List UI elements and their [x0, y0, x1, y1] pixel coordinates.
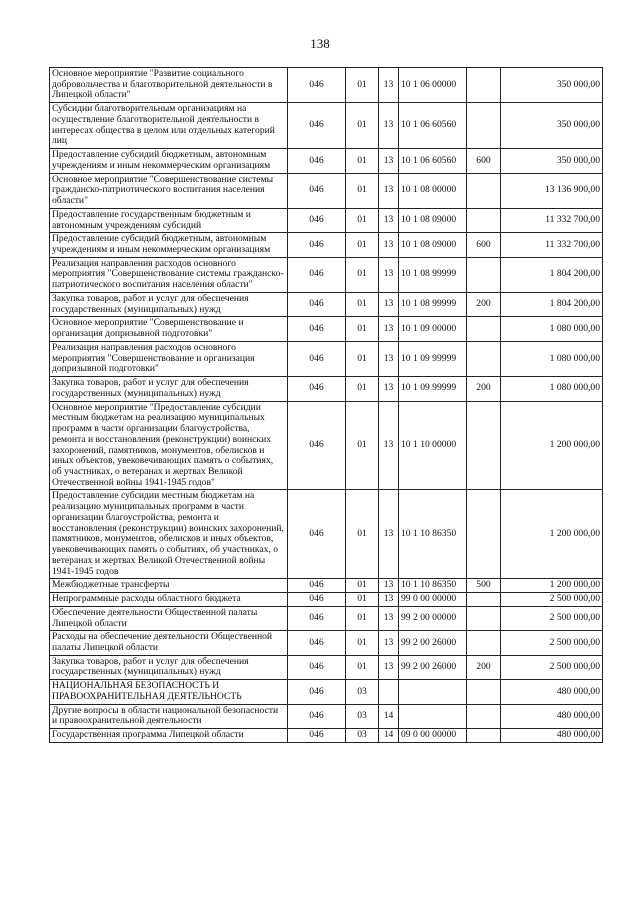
expense-type-cell: [467, 593, 501, 607]
amount-cell: 480 000,00: [501, 680, 603, 704]
target-article-cell: 10 1 09 99999: [399, 341, 467, 376]
row-name-cell: Расходы на обеспечение деятельности Общественной палаты Липецкой области: [50, 631, 288, 655]
ministry-code-cell: 046: [288, 631, 346, 655]
ministry-code-cell: 046: [288, 401, 346, 490]
amount-cell: 1 200 000,00: [501, 401, 603, 490]
row-name-cell: Другие вопросы в области национальной безопасности и правоохранительной деятельности: [50, 704, 288, 728]
subsection-code-cell: 13: [379, 292, 399, 316]
target-article-cell: 10 1 06 60560: [399, 149, 467, 173]
target-article-cell: 09 0 00 00000: [399, 729, 467, 743]
subsection-code-cell: 14: [379, 729, 399, 743]
table-row: [50, 208, 603, 232]
amount-cell: 350 000,00: [501, 68, 603, 103]
amount-cell: 1 080 000,00: [501, 341, 603, 376]
row-name-cell: Основное мероприятие "Совершенствование и организация допризывной подготовки": [50, 317, 288, 341]
target-article-cell: 10 1 06 60560: [399, 103, 467, 149]
row-name-cell: Обеспечение деятельности Общественной палаты Липецкой области: [50, 606, 288, 630]
row-name-cell: Предоставление государственным бюджетным и автономным учреждениям субсидий: [50, 208, 288, 232]
ministry-code-cell: 046: [288, 490, 346, 579]
target-article-cell: 10 1 10 86350: [399, 579, 467, 593]
section-code-cell: 01: [346, 208, 379, 232]
subsection-code-cell: 13: [379, 257, 399, 292]
amount-cell: 480 000,00: [501, 704, 603, 728]
subsection-code-cell: 13: [379, 173, 399, 208]
expense-type-cell: [467, 490, 501, 579]
table-row: [50, 233, 603, 257]
amount-cell: 11 332 700,00: [501, 233, 603, 257]
target-article-cell: 10 1 06 00000: [399, 68, 467, 103]
row-name-cell: Основное мероприятие "Предоставление субсидии местным бюджетам на реализацию муниципальных программ в части организации благоустройства, ремонта и восстановления (реконструкции) воинских захоронений, памятников, монументов, обелисков и иных объектов, увековечивающих память о событиях, об участниках, о ветеранах и жертвах Великой Отечественной войны 1941-1945 годов": [50, 401, 288, 490]
section-code-cell: 01: [346, 173, 379, 208]
table-row: [50, 317, 603, 341]
subsection-code-cell: [379, 680, 399, 704]
subsection-code-cell: 13: [379, 208, 399, 232]
amount-cell: 13 136 900,00: [501, 173, 603, 208]
amount-cell: 2 500 000,00: [501, 606, 603, 630]
amount-cell: 1 804 200,00: [501, 292, 603, 316]
target-article-cell: 10 1 08 09000: [399, 233, 467, 257]
page-number: 138: [310, 36, 330, 51]
section-code-cell: 01: [346, 401, 379, 490]
row-name-cell: Закупка товаров, работ и услуг для обеспечения государственных (муниципальных) нужд: [50, 655, 288, 679]
ministry-code-cell: 046: [288, 233, 346, 257]
subsection-code-cell: 13: [379, 317, 399, 341]
target-article-cell: 10 1 08 00000: [399, 173, 467, 208]
table-row: [50, 606, 603, 630]
table-row: [50, 729, 603, 743]
subsection-code-cell: 13: [379, 631, 399, 655]
ministry-code-cell: 046: [288, 341, 346, 376]
section-code-cell: 01: [346, 68, 379, 103]
amount-cell: 11 332 700,00: [501, 208, 603, 232]
table-row: [50, 680, 603, 704]
amount-cell: 1 804 200,00: [501, 257, 603, 292]
expense-type-cell: [467, 631, 501, 655]
table-row: [50, 341, 603, 376]
amount-cell: 2 500 000,00: [501, 593, 603, 607]
section-code-cell: 01: [346, 606, 379, 630]
section-code-cell: 03: [346, 704, 379, 728]
section-code-cell: 03: [346, 729, 379, 743]
ministry-code-cell: 046: [288, 704, 346, 728]
ministry-code-cell: 046: [288, 68, 346, 103]
expense-type-cell: [467, 68, 501, 103]
target-article-cell: 99 2 00 26000: [399, 655, 467, 679]
table-body: [50, 68, 603, 743]
subsection-code-cell: 13: [379, 593, 399, 607]
table-row: [50, 149, 603, 173]
table-row: [50, 704, 603, 728]
expense-type-cell: [467, 208, 501, 232]
section-code-cell: 01: [346, 292, 379, 316]
section-code-cell: 01: [346, 257, 379, 292]
table-row: [50, 292, 603, 316]
budget-table: [49, 67, 603, 743]
row-name-cell: Закупка товаров, работ и услуг для обеспечения государственных (муниципальных) нужд: [50, 292, 288, 316]
ministry-code-cell: 046: [288, 655, 346, 679]
ministry-code-cell: 046: [288, 579, 346, 593]
section-code-cell: 01: [346, 317, 379, 341]
ministry-code-cell: 046: [288, 606, 346, 630]
row-name-cell: Закупка товаров, работ и услуг для обеспечения государственных (муниципальных) нужд: [50, 377, 288, 401]
target-article-cell: 10 1 08 99999: [399, 292, 467, 316]
target-article-cell: 10 1 08 99999: [399, 257, 467, 292]
expense-type-cell: [467, 341, 501, 376]
expense-type-cell: 600: [467, 149, 501, 173]
table-row: [50, 68, 603, 103]
row-name-cell: Предоставление субсидии местным бюджетам на реализацию муниципальных программ в части организации благоустройства, ремонта и восстановления (реконструкции) воинских захоронений, памятников, монументов, обелисков и иных объектов, увековечивающих память о событиях, об участниках, о ветеранах и жертвах Великой Отечественной войны 1941-1945 годов: [50, 490, 288, 579]
amount-cell: 1 200 000,00: [501, 579, 603, 593]
table-row: [50, 377, 603, 401]
target-article-cell: [399, 680, 467, 704]
expense-type-cell: [467, 257, 501, 292]
row-name-cell: Основное мероприятие "Совершенствование системы гражданско-патриотического воспитания населения области": [50, 173, 288, 208]
subsection-code-cell: 13: [379, 149, 399, 173]
table-row: [50, 257, 603, 292]
expense-type-cell: 600: [467, 233, 501, 257]
ministry-code-cell: 046: [288, 593, 346, 607]
subsection-code-cell: 13: [379, 606, 399, 630]
table-row: [50, 631, 603, 655]
expense-type-cell: [467, 680, 501, 704]
row-name-cell: Основное мероприятие "Развитие социального добровольчества и благотворительной деятельности в Липецкой области": [50, 68, 288, 103]
row-name-cell: Реализация направления расходов основного мероприятия "Совершенствование системы гражданско-патриотического воспитания населения области": [50, 257, 288, 292]
ministry-code-cell: 046: [288, 317, 346, 341]
row-name-cell: Межбюджетные трансферты: [50, 579, 288, 593]
ministry-code-cell: 046: [288, 257, 346, 292]
ministry-code-cell: 046: [288, 729, 346, 743]
subsection-code-cell: 13: [379, 68, 399, 103]
subsection-code-cell: 13: [379, 655, 399, 679]
section-code-cell: 01: [346, 490, 379, 579]
target-article-cell: 10 1 09 99999: [399, 377, 467, 401]
target-article-cell: 10 1 09 00000: [399, 317, 467, 341]
expense-type-cell: [467, 103, 501, 149]
amount-cell: 2 500 000,00: [501, 631, 603, 655]
ministry-code-cell: 046: [288, 208, 346, 232]
amount-cell: 2 500 000,00: [501, 655, 603, 679]
table-row: [50, 173, 603, 208]
section-code-cell: 01: [346, 377, 379, 401]
amount-cell: 1 200 000,00: [501, 490, 603, 579]
subsection-code-cell: 13: [379, 341, 399, 376]
target-article-cell: 99 2 00 26000: [399, 631, 467, 655]
ministry-code-cell: 046: [288, 680, 346, 704]
row-name-cell: Реализация направления расходов основного мероприятия "Совершенствование и организация допризывной подготовки": [50, 341, 288, 376]
table-row: [50, 655, 603, 679]
subsection-code-cell: 13: [379, 233, 399, 257]
target-article-cell: 10 1 08 09000: [399, 208, 467, 232]
subsection-code-cell: 13: [379, 490, 399, 579]
target-article-cell: 10 1 10 86350: [399, 490, 467, 579]
row-name-cell: Субсидии благотворительным организациям на осуществление благотворительной деятельности в интересах общества в целом или отдельных категорий лиц: [50, 103, 288, 149]
table-row: [50, 593, 603, 607]
target-article-cell: 10 1 10 00000: [399, 401, 467, 490]
expense-type-cell: [467, 401, 501, 490]
section-code-cell: 01: [346, 655, 379, 679]
amount-cell: 480 000,00: [501, 729, 603, 743]
section-code-cell: 01: [346, 149, 379, 173]
ministry-code-cell: 046: [288, 173, 346, 208]
ministry-code-cell: 046: [288, 377, 346, 401]
section-code-cell: 01: [346, 103, 379, 149]
table-row: [50, 401, 603, 490]
expense-type-cell: [467, 173, 501, 208]
row-name-cell: Предоставление субсидий бюджетным, автономным учреждениям и иным некоммерческим организациям: [50, 233, 288, 257]
section-code-cell: 01: [346, 233, 379, 257]
expense-type-cell: [467, 606, 501, 630]
expense-type-cell: 200: [467, 377, 501, 401]
amount-cell: 1 080 000,00: [501, 377, 603, 401]
row-name-cell: Непрограммные расходы областного бюджета: [50, 593, 288, 607]
section-code-cell: 01: [346, 631, 379, 655]
subsection-code-cell: 14: [379, 704, 399, 728]
row-name-cell: НАЦИОНАЛЬНАЯ БЕЗОПАСНОСТЬ И ПРАВООХРАНИТЕЛЬНАЯ ДЕЯТЕЛЬНОСТЬ: [50, 680, 288, 704]
amount-cell: 1 080 000,00: [501, 317, 603, 341]
target-article-cell: 99 2 00 00000: [399, 606, 467, 630]
expense-type-cell: [467, 704, 501, 728]
section-code-cell: 01: [346, 579, 379, 593]
expense-type-cell: [467, 729, 501, 743]
section-code-cell: 01: [346, 341, 379, 376]
row-name-cell: Предоставление субсидий бюджетным, автономным учреждениям и иным некоммерческим организациям: [50, 149, 288, 173]
section-code-cell: 03: [346, 680, 379, 704]
target-article-cell: 99 0 00 00000: [399, 593, 467, 607]
amount-cell: 350 000,00: [501, 103, 603, 149]
target-article-cell: [399, 704, 467, 728]
expense-type-cell: 500: [467, 579, 501, 593]
expense-type-cell: [467, 317, 501, 341]
table-row: [50, 490, 603, 579]
expense-type-cell: 200: [467, 292, 501, 316]
subsection-code-cell: 13: [379, 401, 399, 490]
ministry-code-cell: 046: [288, 292, 346, 316]
amount-cell: 350 000,00: [501, 149, 603, 173]
subsection-code-cell: 13: [379, 579, 399, 593]
table-row: [50, 103, 603, 149]
section-code-cell: 01: [346, 593, 379, 607]
subsection-code-cell: 13: [379, 103, 399, 149]
row-name-cell: Государственная программа Липецкой области: [50, 729, 288, 743]
expense-type-cell: 200: [467, 655, 501, 679]
ministry-code-cell: 046: [288, 149, 346, 173]
subsection-code-cell: 13: [379, 377, 399, 401]
ministry-code-cell: 046: [288, 103, 346, 149]
table-row: [50, 579, 603, 593]
